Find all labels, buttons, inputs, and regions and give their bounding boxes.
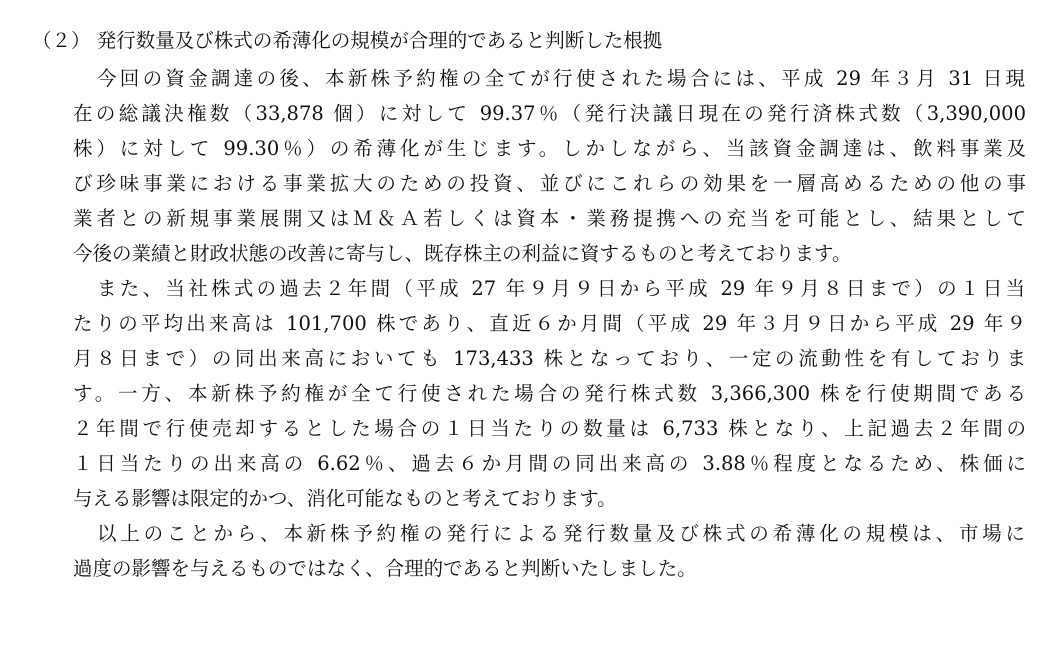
paragraph-1-line-4: び珍味事業における事業拡大のための投資、並びにこれらの効果を一層高めるための他の事 bbox=[73, 172, 1026, 195]
paragraph-2-line-5: ２年間で行使売却するとした場合の１日当たりの数量は 6,733 株となり、上記過去２年間の bbox=[73, 417, 1026, 440]
paragraph-1-line-3: 株）に対して 99.30％）の希薄化が生じます。しかしながら、当該資金調達は、飲料事業及 bbox=[73, 137, 1026, 160]
section-heading: （２） 発行数量及び株式の希薄化の規模が合理的であると判断した根拠 bbox=[32, 29, 663, 52]
paragraph-3-line-2: 過度の影響を与えるものではなく、合理的であると判断いたしました。 bbox=[73, 557, 697, 580]
paragraph-1-line-5: 業者との新規事業展開又はＭ＆Ａ若しくは資本・業務提携への充当を可能とし、結果として bbox=[73, 207, 1026, 230]
paragraph-2-line-2: たりの平均出来高は 101,700 株であり、直近６か月間（平成 29 年３月９日から平成 29 年９ bbox=[73, 312, 1026, 335]
paragraph-2-line-6: １日当たりの出来高の 6.62％、過去６か月間の同出来高の 3.88％程度となるため、株価に bbox=[73, 452, 1026, 475]
paragraph-2-line-4: す。一方、本新株予約権が全て行使された場合の発行株式数 3,366,300 株を行使期間である bbox=[73, 382, 1026, 405]
paragraph-1-line-2: 在の総議決権数（33,878 個）に対して 99.37％（発行決議日現在の発行済株式数（3,390,000 bbox=[73, 102, 1026, 125]
paragraph-2-line-3: 月８日まで）の同出来高においても 173,433 株となっており、一定の流動性を有しておりま bbox=[73, 347, 1026, 370]
paragraph-3-line-1: 以上のことから、本新株予約権の発行による発行数量及び株式の希薄化の規模は、市場に bbox=[97, 522, 1025, 545]
paragraph-2-line-7: 与える影響は限定的かつ、消化可能なものと考えております。 bbox=[73, 487, 617, 510]
paragraph-1-line-1: 今回の資金調達の後、本新株予約権の全てが行使された場合には、平成 29 年３月 31 日現 bbox=[97, 67, 1025, 90]
paragraph-1-line-6: 今後の業績と財政状態の改善に寄与し、既存株主の利益に資するものと考えております。 bbox=[73, 242, 852, 265]
paragraph-2-line-1: また、当社株式の過去２年間（平成 27 年９月９日から平成 29 年９月８日まで）の１日当 bbox=[97, 277, 1025, 300]
